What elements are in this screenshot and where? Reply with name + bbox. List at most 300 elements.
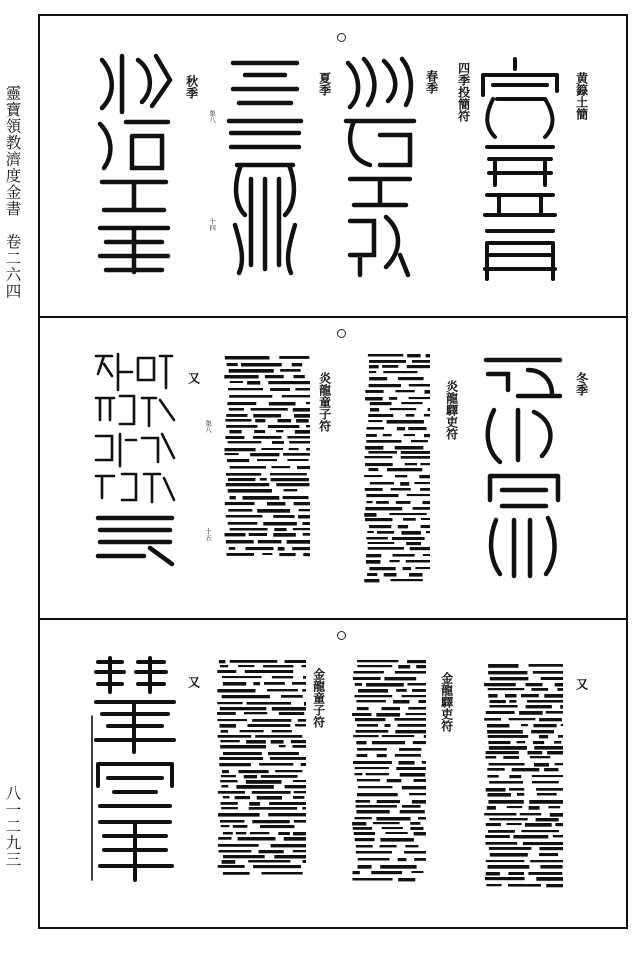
talisman-stroke — [486, 788, 506, 792]
talisman-xiaji — [225, 55, 305, 280]
talisman-stroke — [424, 434, 430, 437]
talisman-stroke — [255, 419, 265, 422]
talisman-stroke — [275, 770, 302, 772]
talisman-stroke — [221, 775, 236, 777]
talisman-stroke — [550, 813, 563, 817]
talisman-stroke — [560, 705, 563, 709]
talisman-stroke — [521, 694, 539, 697]
talisman-stroke — [557, 688, 563, 691]
talisman-stroke — [247, 381, 260, 385]
talisman-stroke — [519, 711, 543, 715]
talisman-stroke — [398, 525, 408, 528]
talisman-stroke — [226, 483, 270, 486]
talisman-stroke — [512, 768, 540, 771]
talisman-stroke — [283, 496, 309, 499]
talisman-stroke — [408, 427, 426, 430]
talisman-stroke — [486, 823, 501, 826]
talisman-you-bottom — [482, 660, 567, 890]
label-yanlong-yili-fu: 炎龍驛吏符 — [444, 380, 459, 440]
talisman-stroke — [490, 677, 529, 680]
talisman-stroke — [488, 800, 523, 804]
talisman-stroke — [396, 501, 411, 504]
seal-note: 象八 — [208, 110, 217, 123]
talisman-stroke — [357, 707, 369, 710]
talisman-stroke — [487, 724, 509, 728]
talisman-stroke — [376, 713, 400, 717]
talisman-stroke — [276, 430, 283, 432]
talisman-you-bottom-left — [88, 656, 183, 886]
talisman-stroke — [253, 865, 301, 868]
talisman-stroke — [489, 781, 523, 784]
talisman-stroke — [225, 453, 239, 455]
talisman-stroke — [369, 567, 395, 570]
talisman-stroke — [355, 695, 393, 697]
talisman-stroke — [223, 796, 230, 798]
talisman-stroke — [366, 494, 398, 497]
talisman-stroke — [372, 741, 405, 744]
talisman-stroke — [247, 702, 292, 705]
talisman-stroke — [270, 473, 307, 475]
talisman-stroke — [227, 459, 249, 462]
talisman-stroke — [284, 489, 298, 491]
talisman-stroke — [229, 408, 244, 411]
talisman-stroke — [292, 547, 310, 550]
talisman-stroke — [508, 872, 524, 875]
talisman-stroke — [269, 802, 306, 805]
talisman-stroke — [295, 724, 306, 727]
talisman-stroke — [356, 741, 366, 744]
talisman-stroke — [240, 730, 264, 732]
talisman-stroke — [260, 825, 295, 828]
talisman-stroke — [292, 745, 306, 748]
talisman-stroke — [406, 414, 415, 417]
talisman-stroke — [399, 748, 421, 751]
talisman-stroke — [249, 807, 297, 810]
talisman-stroke — [414, 832, 426, 836]
talisman-stroke — [253, 414, 281, 418]
talisman-stroke — [217, 689, 255, 693]
talisman-stroke — [529, 664, 564, 667]
talisman-stroke — [226, 414, 247, 417]
talisman-stroke — [382, 365, 398, 368]
talisman-stroke — [285, 660, 307, 663]
talisman-stroke — [295, 388, 310, 391]
talisman-stroke — [419, 475, 430, 478]
talisman-stroke — [278, 832, 290, 835]
talisman-stroke — [223, 752, 262, 755]
talisman-stroke — [419, 700, 427, 703]
talisman-stroke — [396, 689, 407, 692]
talisman-stroke — [412, 800, 426, 804]
talisman-stroke — [409, 384, 430, 387]
talisman-stroke — [292, 682, 306, 685]
talisman-stroke — [293, 832, 306, 835]
talisman-stroke — [306, 448, 310, 451]
talisman-stroke — [228, 509, 252, 512]
talisman-stroke — [220, 820, 245, 823]
talisman-stroke — [536, 818, 559, 821]
talisman-stroke — [365, 390, 383, 393]
talisman-stroke — [364, 579, 379, 582]
talisman-stroke — [485, 756, 496, 759]
label-you-left: 又 — [186, 676, 201, 688]
talisman-stroke — [285, 785, 306, 788]
talisman-stroke — [487, 806, 496, 810]
talisman-stroke — [252, 719, 291, 722]
talisman-stroke — [368, 354, 403, 357]
talisman-stroke — [365, 488, 383, 491]
talisman-stroke — [365, 446, 383, 450]
talisman-stroke — [517, 793, 524, 796]
talisman-stroke — [235, 796, 250, 799]
talisman-stroke — [302, 522, 310, 525]
talisman-stroke — [364, 475, 382, 477]
talisman-stroke — [355, 838, 375, 841]
talisman-stroke — [296, 419, 309, 423]
talisman-stroke — [373, 822, 400, 824]
talisman-stroke — [293, 796, 304, 799]
binding-ring — [337, 329, 346, 338]
talisman-stroke — [489, 847, 532, 850]
talisman-stroke — [526, 705, 552, 708]
talisman-stroke — [408, 683, 427, 686]
talisman-stroke — [304, 702, 306, 706]
talisman-stroke — [259, 850, 284, 853]
talisman-stroke — [249, 802, 260, 806]
talisman-stroke — [219, 660, 226, 663]
talisman-stroke — [426, 531, 430, 533]
panel-divider — [38, 618, 628, 620]
talisman-stroke — [486, 860, 525, 862]
talisman-stroke — [377, 754, 387, 757]
talisman-stroke — [389, 513, 426, 515]
talisman-stroke — [272, 676, 293, 678]
talisman-stroke — [410, 822, 420, 825]
talisman-stroke — [271, 844, 306, 847]
talisman-stroke — [548, 806, 560, 808]
talisman-stroke — [517, 741, 526, 743]
talisman-stroke — [391, 579, 423, 581]
talisman-stroke — [413, 741, 426, 744]
talisman-stroke — [384, 573, 397, 577]
talisman-stroke — [358, 786, 393, 788]
talisman-stroke — [220, 740, 239, 742]
talisman-stroke — [356, 800, 371, 803]
talisman-stroke — [485, 877, 525, 880]
talisman-stroke — [271, 478, 309, 481]
talisman-stroke — [245, 670, 293, 673]
talisman-stroke — [487, 730, 523, 734]
talisman-stroke — [221, 825, 230, 827]
talisman-stroke — [294, 375, 305, 378]
label-huanglu-tujian: 黄籙土簡 — [574, 72, 589, 120]
talisman-stroke — [424, 735, 426, 738]
talisman-stroke — [395, 671, 426, 674]
talisman-stroke — [293, 780, 306, 782]
talisman-stroke — [523, 842, 563, 845]
talisman-stroke — [539, 847, 563, 850]
talisman-stroke — [279, 745, 286, 747]
talisman-stroke — [486, 711, 515, 714]
talisman-stroke — [410, 827, 423, 830]
talisman-stroke — [241, 363, 282, 367]
talisman-stroke — [224, 375, 258, 379]
talisman-stroke — [366, 434, 377, 437]
talisman-stroke — [365, 456, 393, 458]
talisman-stroke — [217, 670, 236, 673]
talisman-stroke — [272, 441, 284, 444]
talisman-stroke — [272, 466, 291, 468]
talisman-stroke — [223, 832, 233, 835]
talisman-stroke — [294, 502, 310, 505]
talisman-stroke — [268, 752, 299, 755]
talisman-dongji — [478, 350, 568, 580]
label-siji-toujian-fu: 四季投簡符 — [456, 62, 471, 122]
talisman-stroke — [281, 695, 303, 698]
talisman-stroke — [402, 786, 426, 789]
label-qiuji: 秋季 — [184, 75, 199, 99]
talisman-stroke — [366, 683, 404, 687]
talisman-stroke — [257, 459, 277, 461]
talisman-stroke — [555, 683, 563, 687]
talisman-stroke — [293, 408, 310, 412]
talisman-stroke — [217, 712, 236, 715]
seal-note: 象八 — [204, 420, 213, 433]
talisman-stroke — [227, 402, 256, 405]
talisman-stroke — [376, 501, 389, 504]
talisman-stroke — [226, 540, 254, 544]
book-title: 靈寶領教濟度金書 卷二六四 — [3, 85, 22, 300]
talisman-stroke — [412, 689, 426, 692]
talisman-stroke — [425, 390, 431, 394]
talisman-stroke — [521, 724, 528, 726]
talisman-stroke — [293, 850, 306, 852]
talisman-stroke — [268, 813, 306, 816]
talisman-stroke — [395, 446, 424, 450]
talisman-stroke — [299, 509, 310, 511]
talisman-stroke — [302, 807, 306, 810]
talisman-stroke — [505, 694, 517, 698]
talisman-stroke — [485, 835, 510, 838]
talisman-stroke — [252, 820, 289, 823]
talisman-stroke — [554, 741, 561, 744]
talisman-stroke — [236, 785, 273, 789]
talisman-stroke — [298, 515, 310, 519]
talisman-stroke — [289, 441, 310, 444]
talisman-stroke — [486, 842, 518, 845]
talisman-chunji — [340, 55, 420, 280]
talisman-stroke — [292, 363, 303, 366]
talisman-stroke — [370, 402, 392, 405]
talisman-stroke — [385, 832, 407, 834]
talisman-stroke — [289, 448, 299, 450]
talisman-stroke — [405, 845, 418, 847]
talisman-stroke — [424, 414, 430, 417]
talisman-stroke — [416, 665, 426, 668]
talisman-stroke — [262, 553, 272, 555]
talisman-stroke — [390, 408, 417, 410]
talisman-stroke — [278, 547, 285, 551]
talisman-stroke — [282, 395, 310, 397]
talisman-stroke — [366, 554, 381, 557]
talisman-stroke — [489, 818, 527, 820]
talisman-stroke — [528, 751, 543, 754]
talisman-stroke — [268, 381, 310, 384]
talisman-stroke — [387, 468, 422, 471]
talisman-stroke — [367, 531, 374, 533]
talisman-stroke — [380, 865, 416, 869]
talisman-stroke — [221, 785, 228, 788]
talisman-stroke — [368, 547, 404, 550]
talisman-stroke — [486, 872, 500, 876]
talisman-stroke — [259, 763, 293, 766]
talisman-stroke — [230, 660, 277, 663]
talisman-stroke — [371, 871, 402, 874]
talisman-stroke — [223, 872, 250, 875]
talisman-stroke — [553, 835, 563, 837]
talisman-qiuji — [92, 50, 177, 280]
talisman-stroke — [528, 872, 562, 875]
label-jinlong-yili-fu: 金龍驛吏符 — [439, 672, 454, 732]
talisman-stroke — [261, 448, 283, 450]
talisman-stroke — [356, 700, 386, 702]
talisman-stroke — [407, 354, 420, 357]
talisman-stroke — [263, 522, 297, 526]
talisman-stroke — [561, 724, 563, 726]
talisman-stroke — [357, 660, 398, 662]
talisman-stroke — [280, 369, 301, 372]
talisman-stroke — [229, 395, 272, 398]
talisman-stroke — [355, 718, 386, 721]
talisman-stroke — [410, 547, 430, 550]
talisman-stroke — [227, 363, 238, 366]
talisman-stroke — [223, 855, 265, 858]
talisman-stroke — [291, 740, 306, 743]
talisman-stroke — [368, 414, 393, 417]
talisman-stroke — [263, 665, 293, 667]
talisman-stroke — [267, 502, 286, 506]
talisman-stroke — [223, 682, 246, 686]
talisman-stroke — [218, 865, 245, 868]
talisman-stroke — [244, 712, 267, 714]
talisman-stroke — [219, 763, 251, 766]
talisman-stroke — [356, 805, 397, 808]
talisman-stroke — [527, 700, 563, 703]
talisman-stroke — [484, 683, 516, 686]
talisman-stroke — [226, 425, 257, 428]
talisman-stroke — [400, 482, 409, 486]
talisman-stroke — [218, 837, 231, 840]
talisman-stroke — [402, 695, 426, 697]
talisman-stroke — [366, 501, 372, 503]
talisman-stroke — [270, 388, 290, 391]
talisman-stroke — [356, 810, 389, 814]
talisman-stroke — [354, 671, 384, 674]
talisman-stroke — [520, 813, 541, 815]
talisman-stroke — [409, 397, 431, 399]
talisman-stroke — [488, 793, 512, 797]
talisman-stroke — [544, 768, 558, 771]
talisman-stroke — [377, 800, 400, 803]
binding-ring — [337, 33, 346, 42]
talisman-stroke — [228, 478, 255, 481]
talisman-stroke — [353, 735, 378, 737]
talisman-stroke — [400, 773, 426, 777]
talisman-stroke — [355, 683, 362, 686]
talisman-stroke — [547, 751, 563, 755]
talisman-stroke — [534, 724, 557, 727]
talisman-stroke — [532, 775, 563, 777]
talisman-stroke — [271, 740, 284, 744]
talisman-stroke — [262, 872, 303, 875]
talisman-stroke — [294, 414, 310, 418]
talisman-stroke — [380, 838, 414, 842]
talisman-stroke — [555, 823, 563, 826]
talisman-stroke — [225, 533, 246, 536]
talisman-stroke — [245, 547, 273, 550]
talisman-stroke — [530, 756, 550, 758]
talisman-stroke — [226, 515, 263, 518]
talisman-stroke — [246, 740, 266, 744]
talisman-stroke — [303, 860, 307, 863]
binding-ring — [337, 631, 346, 640]
talisman-stroke — [357, 754, 368, 757]
talisman-stroke — [302, 665, 307, 667]
talisman-stroke — [488, 741, 510, 744]
talisman-stroke — [400, 810, 425, 813]
talisman-stroke — [357, 665, 392, 667]
talisman-stroke — [389, 397, 397, 400]
talisman-stroke — [369, 377, 387, 380]
talisman-stroke — [407, 494, 430, 496]
talisman-stroke — [414, 482, 430, 484]
label-you: 又 — [186, 372, 201, 384]
talisman-stroke — [409, 793, 426, 795]
talisman-stroke — [366, 537, 388, 540]
talisman-stroke — [369, 371, 376, 373]
talisman-stroke — [402, 805, 421, 808]
talisman-stroke — [390, 560, 400, 562]
talisman-stroke — [254, 430, 265, 433]
talisman-stroke — [365, 397, 383, 401]
talisman-stroke — [507, 806, 522, 808]
talisman-stroke — [260, 478, 267, 481]
talisman-stroke — [395, 754, 421, 757]
talisman-stroke — [218, 735, 252, 738]
talisman-stroke — [220, 780, 237, 782]
talisman-stroke — [484, 813, 516, 816]
talisman-stroke — [248, 860, 290, 863]
talisman-stroke — [397, 427, 405, 430]
talisman-you-middle — [92, 350, 177, 568]
talisman-stroke — [365, 463, 393, 466]
talisman-stroke — [544, 694, 563, 698]
talisman-stroke — [370, 408, 379, 412]
talisman-stroke — [352, 878, 392, 881]
talisman-stroke — [228, 489, 272, 493]
talisman-stroke — [536, 788, 563, 791]
talisman-stroke — [422, 761, 426, 764]
talisman-stroke — [387, 420, 424, 424]
talisman-stroke — [221, 730, 229, 733]
talisman-stroke — [486, 884, 501, 886]
talisman-stroke — [230, 496, 236, 499]
talisman-stroke — [368, 542, 395, 544]
talisman-stroke — [407, 660, 426, 663]
talisman-stroke — [230, 381, 243, 383]
talisman-stroke — [369, 365, 379, 368]
talisman-stroke — [418, 817, 426, 820]
